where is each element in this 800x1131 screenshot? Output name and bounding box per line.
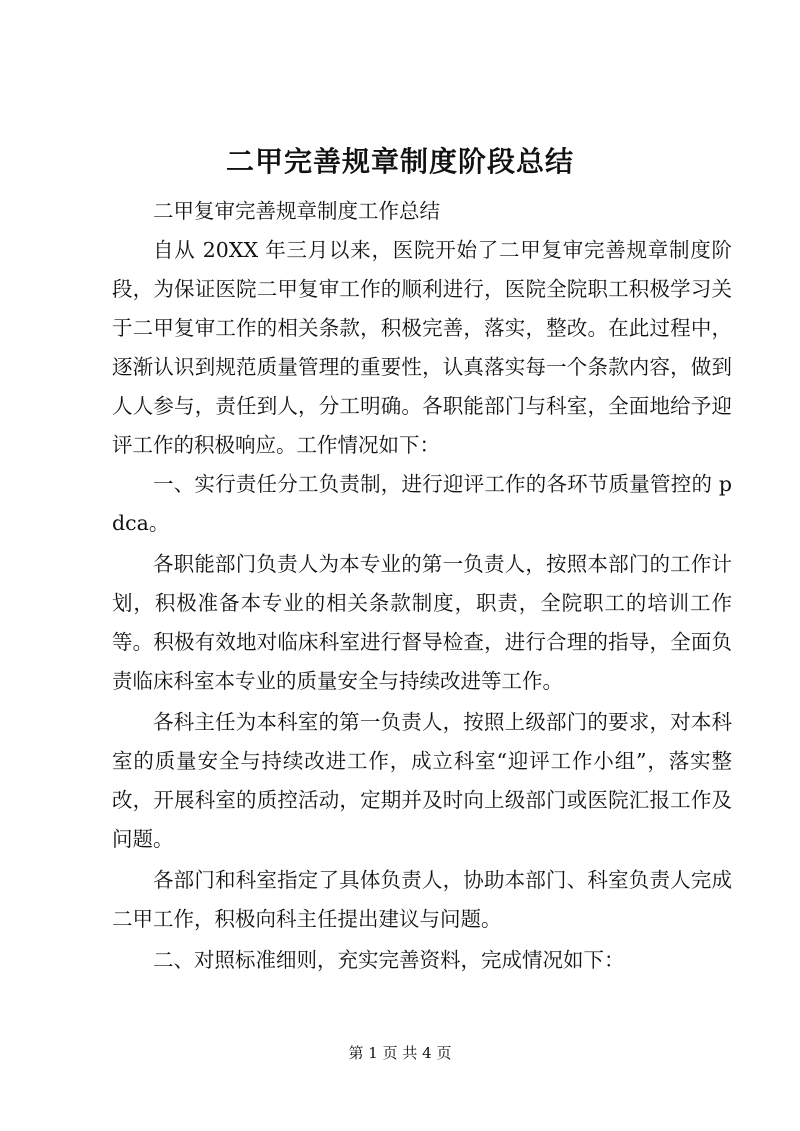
paragraph-section-directors: 各科主任为本科室的第一负责人，按照上级部门的要求，对本科室的质量安全与持续改进工作，成立科室“迎评工作小组”，落实整改，开展科室的质控活动，定期并及时向上级部门或医院汇报工作及问题。: [112, 710, 732, 851]
paragraph-subtitle: 二甲复审完善规章制度工作总结: [153, 199, 440, 223]
paragraph-designated-leads: 各部门和科室指定了具体负责人，协助本部门、科室负责人完成二甲工作，积极向科主任提出建议与问题。: [112, 868, 732, 931]
paragraph-intro: 自从 20XX 年三月以来，医院开始了二甲复审完善规章制度阶段，为保证医院二甲复审工作的顺利进行，医院全院职工积极学习关于二甲复审工作的相关条款，积极完善，落实，整改。在此过程中，逐渐认识到规范质量管理的重要性，认真落实每一个条款内容，做到人人参与，责任到人，分工明确。各职能部门与科室，全面地给予迎评工作的积极响应。工作情况如下：: [112, 238, 732, 457]
paragraph-section-1-heading: 一、实行责任分工负责制，进行迎评工作的各环节质量管控的 pdca。: [112, 472, 732, 535]
page-footer: 第 1 页 共 4 页: [348, 1044, 452, 1062]
paragraph-department-heads: 各职能部门负责人为本专业的第一负责人，按照本部门的工作计划，积极准备本专业的相关条款制度，职责，全院职工的培训工作等。积极有效地对临床科室进行督导检查，进行合理的指导，全面负责临床科室本专业的质量安全与持续改进等工作。: [112, 552, 732, 693]
document-title: 二甲完善规章制度阶段总结: [225, 145, 574, 178]
document-body: [112, 192, 732, 980]
paragraph-section-2-heading: 二、对照标准细则，充实完善资料，完成情况如下：: [153, 948, 625, 972]
